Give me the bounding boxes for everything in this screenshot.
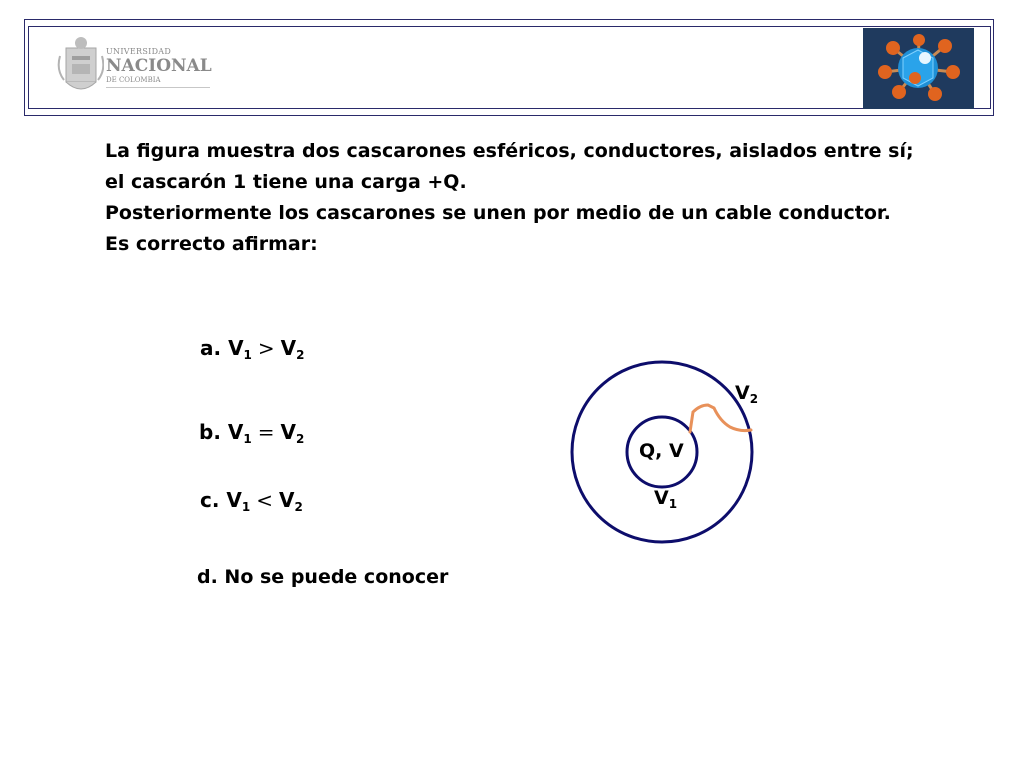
logo-divider [106,87,210,88]
molecule-image [863,28,974,109]
option-a-rhs: $V_2$ [280,336,305,362]
university-line-2: NACIONAL [106,56,212,76]
option-c-operator: < [256,488,274,512]
option-a-lhs: $V_1$ [228,336,252,362]
v2-label: $V_2$ [735,382,759,406]
option-d[interactable]: d. No se puede conocer [197,566,449,588]
molecule-icon [863,28,974,109]
inner-shell-label: Q, V [639,440,684,462]
option-c[interactable] [200,488,303,514]
shells-diagram [560,355,780,550]
statement-line-2: el cascarón 1 tiene una carga +Q. [105,171,467,193]
university-line-3: DE COLOMBIA [106,76,161,84]
option-c-letter: c. [200,488,220,512]
option-b-lhs: $V_1$ [227,420,252,446]
option-b[interactable] [199,420,304,446]
v1-label: $V_1$ [654,487,678,511]
option-b-operator: = [257,420,275,444]
option-c-lhs: $V_1$ [226,488,251,514]
option-b-letter: b. [199,420,221,444]
university-line-1: UNIVERSIDAD [106,47,172,56]
crest-icon [56,34,104,100]
option-a[interactable] [200,336,305,362]
university-name [106,48,212,88]
option-c-rhs: $V_2$ [279,488,303,514]
university-logo [56,34,216,100]
option-b-rhs: $V_2$ [280,420,305,446]
option-a-letter: a. [200,336,222,360]
statement-line-3: Posteriormente los cascarones se unen por medio de un cable conductor. [105,202,891,224]
option-a-operator: > [257,336,275,360]
problem-statement [105,136,985,260]
statement-line-1: La figura muestra dos cascarones esféricos, conductores, aislados entre sí; [105,140,914,162]
statement-line-4: Es correcto afirmar: [105,233,318,255]
